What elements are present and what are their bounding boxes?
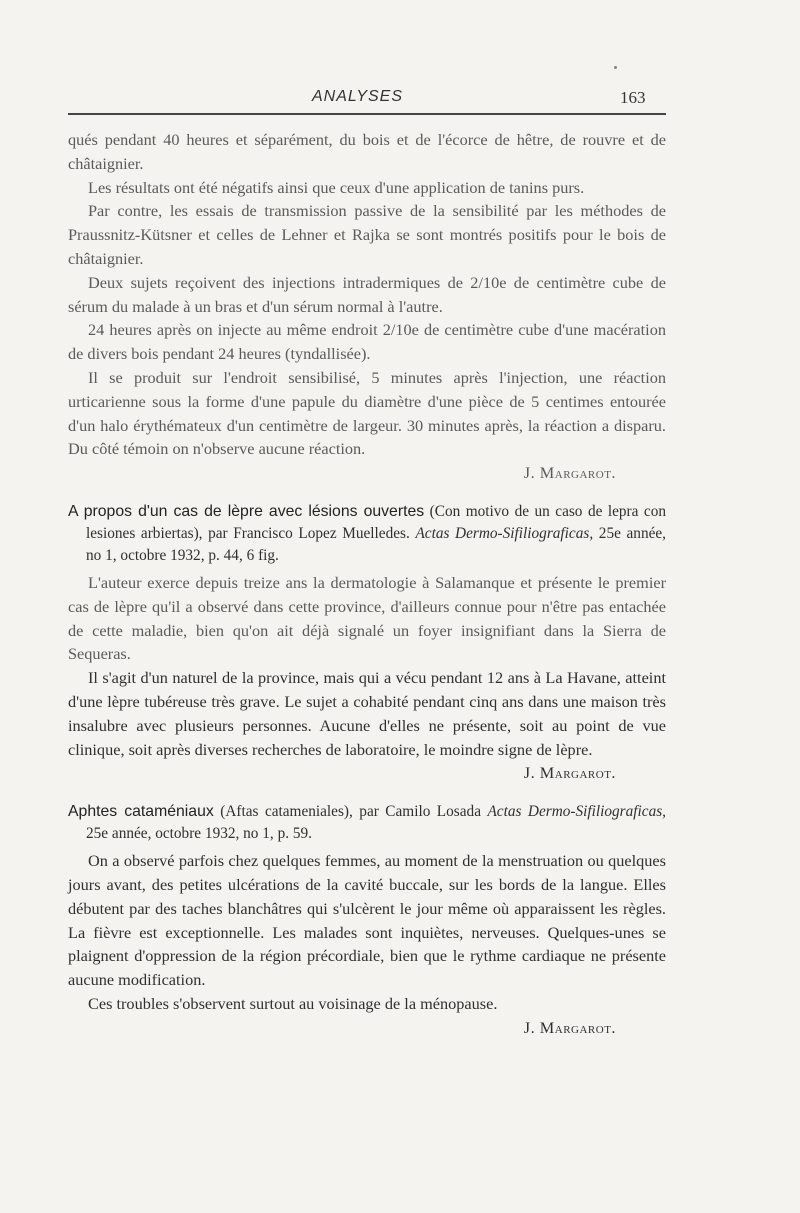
article-title: Aphtes cataméniaux <box>68 803 214 821</box>
intro-section <box>68 128 666 485</box>
article-heading <box>68 501 666 567</box>
article-citation: (Con motivo de un caso de lepra con lesiones arbiertas), par Francisco Lopez Muelledes. <box>86 502 667 542</box>
article-title: A propos d'un cas de lèpre avec lésions ouvertes <box>68 502 425 520</box>
paragraph: Deux sujets reçoivent des injections intradermiques de 2/10e de centimètre cube de sérum du malade à un bras et d'un sérum normal à l'autre. <box>68 272 666 316</box>
paragraph: qués pendant 40 heures et séparément, du bois et de l'écorce de hêtre, de rouvre et de châtaignier. <box>68 130 666 173</box>
paragraph: 24 heures après on injecte au même endroit 2/10e de centimètre cube d'une macération de divers bois pendant 24 heures (tyndallisée). <box>68 320 666 364</box>
paragraph: Il se produit sur l'endroit sensibilisé, 5 minutes après l'injection, une réaction urticarienne sous la forme d'une papule du diamètre d'une pièce de 5 centimes entourée d'un halo érythémateux d'un centimètre de largeur. 30 minutes après, la réaction a disparu. Du côté témoin on n'observe aucune réaction. <box>68 367 666 459</box>
article-citation: (Aftas catameniales), par Camilo Losada <box>220 803 481 821</box>
ink-speck <box>614 66 617 69</box>
paragraph: Par contre, les essais de transmission passive de la sensibilité par les méthodes de Praussnitz-Kütsner et celles de Lehner et Rajka se sont montrés positifs pour le bois de châtaignier. <box>68 201 666 268</box>
article-lepre <box>68 501 666 785</box>
paragraph: Les résultats ont été négatifs ainsi que ceux d'une application de tanins purs. <box>88 177 585 197</box>
header-rule <box>68 113 666 115</box>
signature: J. Margarot. <box>523 763 616 783</box>
article-details: 25e année, octobre 1932, no 1, p. 59. <box>86 825 312 843</box>
article-heading <box>68 801 666 845</box>
journal-name: Actas Dermo-Sifiliograficas, <box>487 803 666 821</box>
signature: J. Margarot. <box>523 463 616 483</box>
page-number: 163 <box>620 88 646 107</box>
article-details: 25e année, no 1, octobre 1932, p. 44, 6 fig. <box>86 524 667 564</box>
signature: J. Margarot. <box>523 1017 616 1037</box>
paragraph: L'auteur exerce depuis treize ans la dermatologie à Salamanque et présente le premier cas de lèpre qu'il a observé dans cette province, d'ailleurs connue pour n'être pas entachée de cette maladie, bien qu'on ait déjà signalé un foyer insignifiant dans la Sierra de Sequeras. <box>68 572 666 664</box>
journal-name: Actas Dermo-Sifiliograficas, <box>415 524 594 542</box>
paragraph: Il s'agit d'un naturel de la province, mais qui a vécu pendant 12 ans à La Havane, atteint d'une lèpre tubéreuse très grave. Le sujet a cohabité pendant cinq ans dans une maison très insalubre avec plusieurs personnes. Aucune d'elles ne présente, soit au point de vue clinique, soit après diverses recherches de laboratoire, le moindre signe de lèpre. <box>68 668 666 759</box>
body-text <box>68 128 666 1040</box>
paragraph: Ces troubles s'observent surtout au voisinage de la ménopause. <box>88 993 498 1013</box>
article-aphtes <box>68 801 666 1039</box>
paragraph: On a observé parfois chez quelques femmes, au moment de la menstruation ou quelques jours avant, des petites ulcérations de la cavité buccale, sur les bords de la langue. Elles débutent par des taches blanchâtres qui s'ulcèrent le jour même où apparaissent les règles. La fièvre est exceptionnelle. Les malades sont inquiètes, nerveuses. Quelques-unes se plaignent d'oppression de la région précordiale, bien que le rythme cardiaque ne présente aucune modification. <box>68 851 666 990</box>
running-title: ANALYSES <box>312 88 404 105</box>
